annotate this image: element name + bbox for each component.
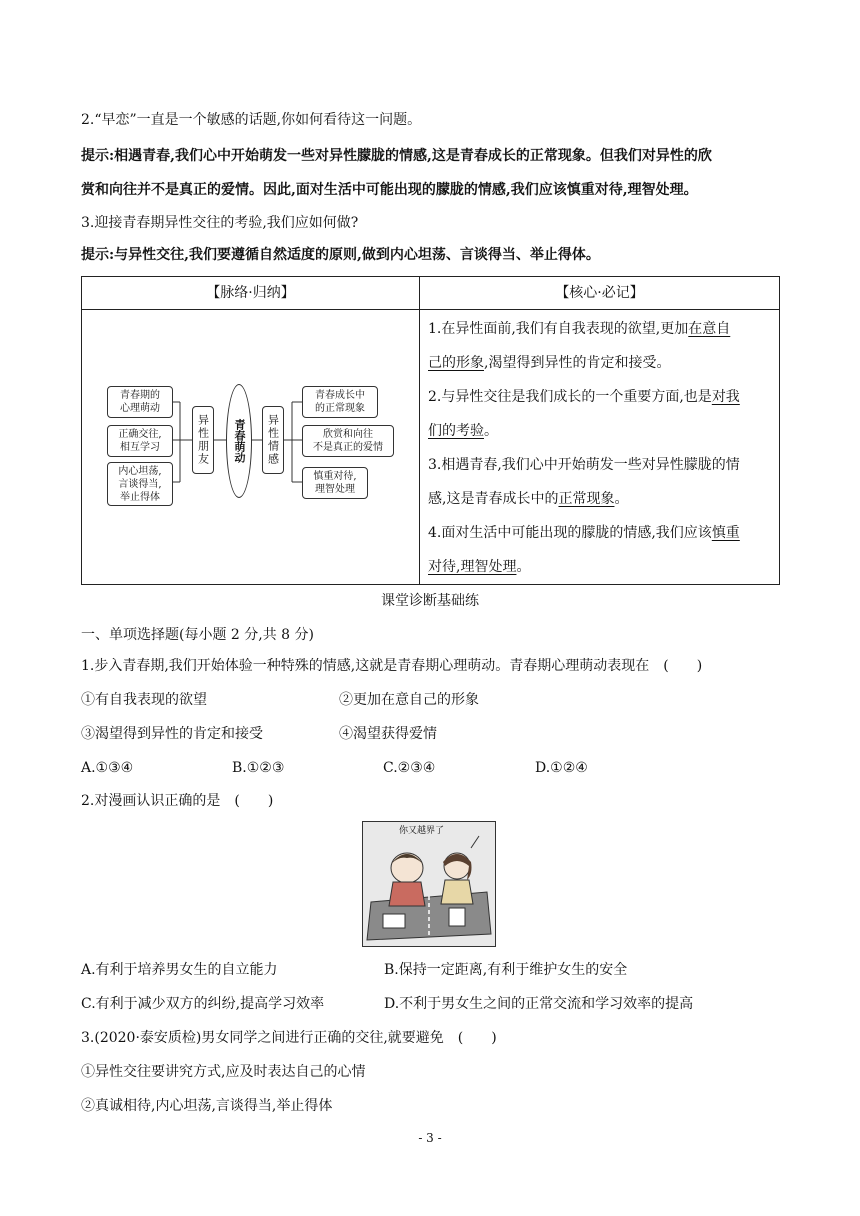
left-item-3: 内心坦荡, 言谈得当, 举止得体 xyxy=(107,462,173,506)
q1-option-a[interactable]: A.①③④ xyxy=(81,760,134,776)
q1-option-b[interactable]: B.①②③ xyxy=(232,760,285,776)
q1-statement-2: ②更加在意自己的形象 xyxy=(339,692,479,708)
left-item-2: 正确交往, 相互学习 xyxy=(107,425,173,457)
comic-drawing xyxy=(363,822,495,946)
left-mid-box: 异性朋友 xyxy=(192,406,214,474)
part1-title: 一、单项选择题(每小题 2 分,共 8 分) xyxy=(81,627,314,643)
q3-statement-2: ②真诚相待,内心坦荡,言谈得当,举止得体 xyxy=(81,1098,333,1114)
q2-option-a[interactable]: A.有利于培养男女生的自立能力 xyxy=(81,962,278,978)
core-point-3-cont: 感,这是青春成长中的正常现象。 xyxy=(428,491,629,507)
comic-image xyxy=(362,821,496,947)
q1-statement-4: ④渴望获得爱情 xyxy=(339,726,437,742)
right-item-2: 欣赏和向往 不是真正的爱情 xyxy=(302,425,394,457)
q2-option-c[interactable]: C.有利于减少双方的纠纷,提高学习效率 xyxy=(81,996,325,1012)
q2-option-d[interactable]: D.不利于男女生之间的正常交流和学习效率的提高 xyxy=(384,996,694,1012)
q2-prompt: 2.“早恋”一直是一个敏感的话题,你如何看待这一问题。 xyxy=(81,112,422,128)
q1-option-c[interactable]: C.②③④ xyxy=(383,760,436,776)
q2-option-b[interactable]: B.保持一定距离,有利于维护女生的安全 xyxy=(384,962,628,978)
q3-hint: 提示:与异性交往,我们要遵循自然适度的原则,做到内心坦荡、言谈得当、举止得体。 xyxy=(81,247,600,263)
comic-caption: 你又越界了 xyxy=(399,826,445,836)
q1-option-d[interactable]: D.①②④ xyxy=(535,760,588,776)
q1-statement-3: ③渴望得到异性的肯定和接受 xyxy=(81,726,263,742)
page-number: - 3 - xyxy=(418,1131,442,1145)
core-point-2-cont: 们的考验。 xyxy=(428,423,498,439)
q2-stem: 2.对漫画认识正确的是 ( ) xyxy=(81,793,274,809)
right-header: 【核心·必记】 xyxy=(420,277,780,310)
right-item-1: 青春成长中 的正常现象 xyxy=(302,386,378,418)
q3-stem: 3.(2020·泰安质检)男女同学之间进行正确的交往,就要避免 ( ) xyxy=(81,1030,497,1046)
section-title: 课堂诊断基础练 xyxy=(381,593,479,609)
core-point-4-cont: 对待,理智处理。 xyxy=(428,559,531,575)
core-point-4: 4.面对生活中可能出现的朦胧的情感,我们应该慎重 xyxy=(428,525,740,541)
right-item-3: 慎重对待, 理智处理 xyxy=(302,467,368,499)
q1-statement-1: ①有自我表现的欲望 xyxy=(81,692,207,708)
left-header: 【脉络·归纳】 xyxy=(82,277,420,310)
core-point-1: 1.在异性面前,我们有自我表现的欲望,更加在意自 xyxy=(428,321,731,337)
right-mid-box: 异性情感 xyxy=(262,406,284,474)
core-points-cell xyxy=(420,310,780,585)
summary-table xyxy=(81,276,780,585)
q3-prompt: 3.迎接青春期异性交往的考验,我们应如何做? xyxy=(81,215,359,231)
left-item-1: 青春期的 心理萌动 xyxy=(107,386,173,418)
core-point-3: 3.相遇青春,我们心中开始萌发一些对异性朦胧的情 xyxy=(428,457,740,473)
q3-statement-1: ①异性交往要讲究方式,应及时表达自己的心情 xyxy=(81,1064,366,1080)
q2-hint-line2: 赏和向往并不是真正的爱情。因此,面对生活中可能出现的朦胧的情感,我们应该慎重对待,理智处理。 xyxy=(81,182,698,198)
center-ellipse: 青春萌动 xyxy=(226,384,252,498)
diagram-cell xyxy=(82,310,420,585)
q2-hint-line1: 提示:相遇青春,我们心中开始萌发一些对异性朦胧的情感,这是青春成长的正常现象。但我们对异性的欣 xyxy=(81,148,712,164)
core-point-2: 2.与异性交往是我们成长的一个重要方面,也是对我 xyxy=(428,389,740,405)
concept-diagram xyxy=(82,310,419,582)
q1-stem: 1.步入青春期,我们开始体验一种特殊的情感,这就是青春期心理萌动。青春期心理萌动表现在 ( ) xyxy=(81,658,703,674)
core-point-1-cont: 己的形象,渴望得到异性的肯定和接受。 xyxy=(428,355,671,371)
